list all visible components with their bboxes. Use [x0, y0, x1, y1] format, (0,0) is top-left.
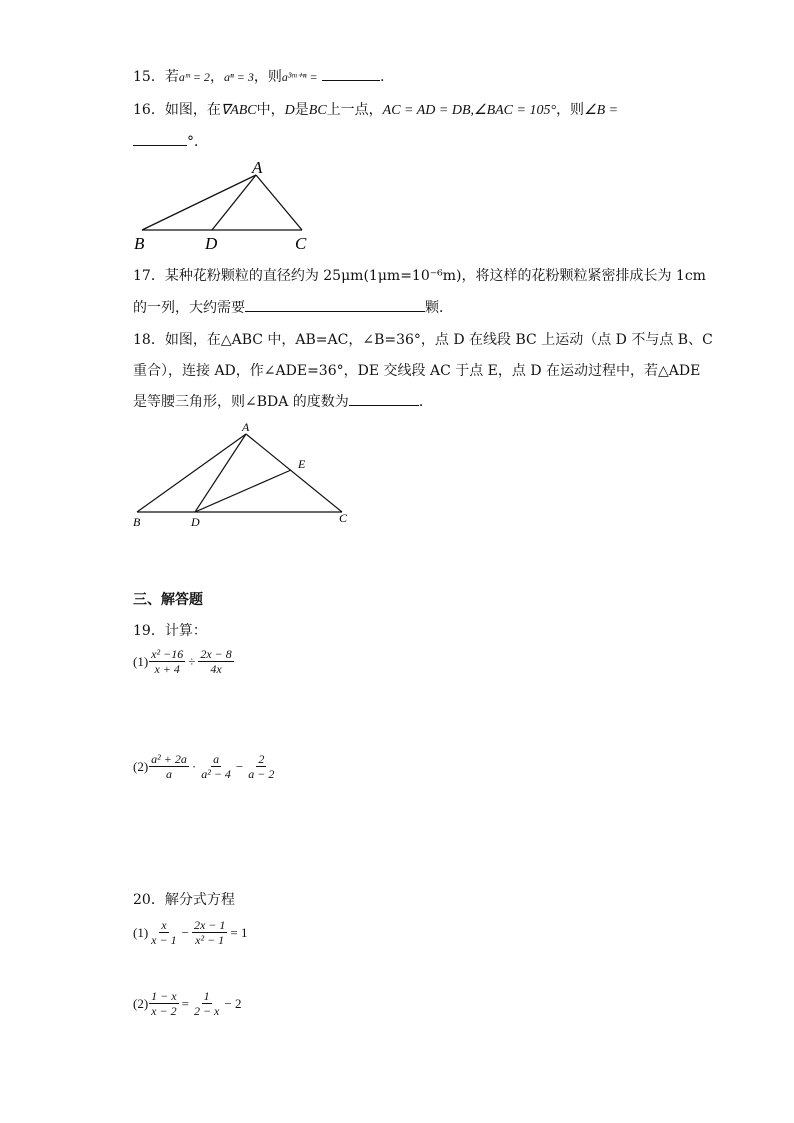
q16-triangle: ∇ABC: [220, 103, 257, 118]
q19-part2: (2) $\frac{\text{a² + 2a}}{a}$ · $\frac{a}{\text{a² − 4}}$ − $\frac{2}{a - 2}$: [133, 752, 275, 781]
q18-side-AC: [246, 434, 342, 512]
q18-line2: 重合），连接 AD，作∠ADE=36°，DE 交线段 AC 于点 E，点 D 在运动过程中，若△ADE: [133, 363, 701, 379]
q19-title: 19．计算：: [133, 623, 207, 639]
q15-expr3: a³ᵐ⁺ⁿ =: [281, 70, 318, 84]
q20-p2-fraction2: $\frac{1}{2 - x}$: [193, 989, 220, 1018]
q18-answer-blank[interactable]: [349, 392, 419, 406]
q16-line2: °．: [133, 131, 208, 151]
q20-part2: (2) $\frac{1 - x}{x - 2}$ = $\frac{1}{2 - x}$ − 2: [133, 989, 242, 1018]
q15: [133, 66, 394, 86]
q18-line1: 18．如图，在△ABC 中，AB=AC，∠B=36°，点 D 在线段 BC 上运动（点 D 不与点 B、C: [133, 332, 713, 348]
q15-sep2: ，则: [253, 69, 282, 85]
q18-label-D: D: [191, 515, 200, 529]
q16-answer-blank[interactable]: [133, 132, 187, 146]
q19-p1-fraction2: $\frac{2x - 8}{4x}$: [200, 647, 232, 676]
q16-figure: [128, 156, 328, 254]
q18-label-A: A: [242, 420, 250, 434]
q16-side-AC: [256, 175, 302, 230]
q15-number: 15．若: [133, 69, 179, 85]
q20-part1: (1) $\frac{x}{x - 1}$ − $\frac{2x - 1}{\text{x² − 1}}$ = 1: [133, 918, 248, 947]
q16-ask: ∠B =: [584, 103, 619, 118]
q16-label-C: C: [295, 234, 307, 253]
q19-p1-fraction1: $\frac{\text{x² −16}}{x + 4}$: [151, 647, 184, 676]
q20-p1-fraction2: $\frac{2x - 1}{\text{x² − 1}}$: [193, 918, 226, 947]
q16-label-D: D: [205, 234, 218, 253]
q16-label-B: B: [134, 234, 145, 253]
section-title: 三、解答题: [133, 592, 203, 608]
q19-p2-fraction2: $\frac{a}{\text{a² − 4}}$: [201, 752, 231, 781]
q16-condition: AC = AD = DB,∠BAC = 105°: [382, 103, 557, 118]
q18-label-C: C: [339, 511, 348, 525]
q20-p1-fraction1: $\frac{x}{x - 1}$: [151, 918, 177, 947]
q15-expr2: aⁿ = 3: [223, 70, 254, 84]
q18-side-AB: [137, 434, 246, 512]
q19-p2-fraction3: $\frac{2}{a - 2}$: [248, 752, 275, 781]
q16-line1: 16．如图，在∇ABC中，D是BC上一点，AC = AD = DB,∠BAC = 105°，则∠B =: [133, 102, 619, 118]
q17-line2: 的一列，大约需要 颗．: [133, 300, 453, 316]
q17-answer-blank[interactable]: [245, 298, 425, 312]
q16-side-AB: [142, 175, 256, 230]
q18-line3: 是等腰三角形，则∠BDA 的度数为 ．: [133, 394, 433, 410]
q18-label-B: B: [133, 515, 141, 529]
q20-title: 20．解分式方程: [133, 892, 235, 908]
q18-figure: [128, 418, 358, 530]
q20-p2-fraction1: $\frac{1 - x}{x - 2}$: [151, 989, 177, 1018]
q19-part1: (1) $\frac{\text{x² −16}}{x + 4}$ ÷ $\frac{2x - 8}{4x}$: [133, 647, 232, 676]
q15-answer-blank[interactable]: [322, 67, 380, 81]
q16-segment-AD: [212, 175, 256, 230]
q15-expr1: aᵐ = 2: [178, 70, 210, 84]
q18-label-E: E: [298, 457, 306, 471]
q15-end: ．: [380, 69, 395, 85]
q15-sep1: ，: [209, 69, 224, 85]
q16-label-A: A: [252, 158, 263, 177]
q17-line1: 17．某种花粉颗粒的直径约为 25μm(1μm=10⁻⁶m)，将这样的花粉颗粒紧密排成长为 1cm: [133, 268, 706, 284]
q19-p2-fraction1: $\frac{\text{a² + 2a}}{a}$: [151, 752, 187, 781]
